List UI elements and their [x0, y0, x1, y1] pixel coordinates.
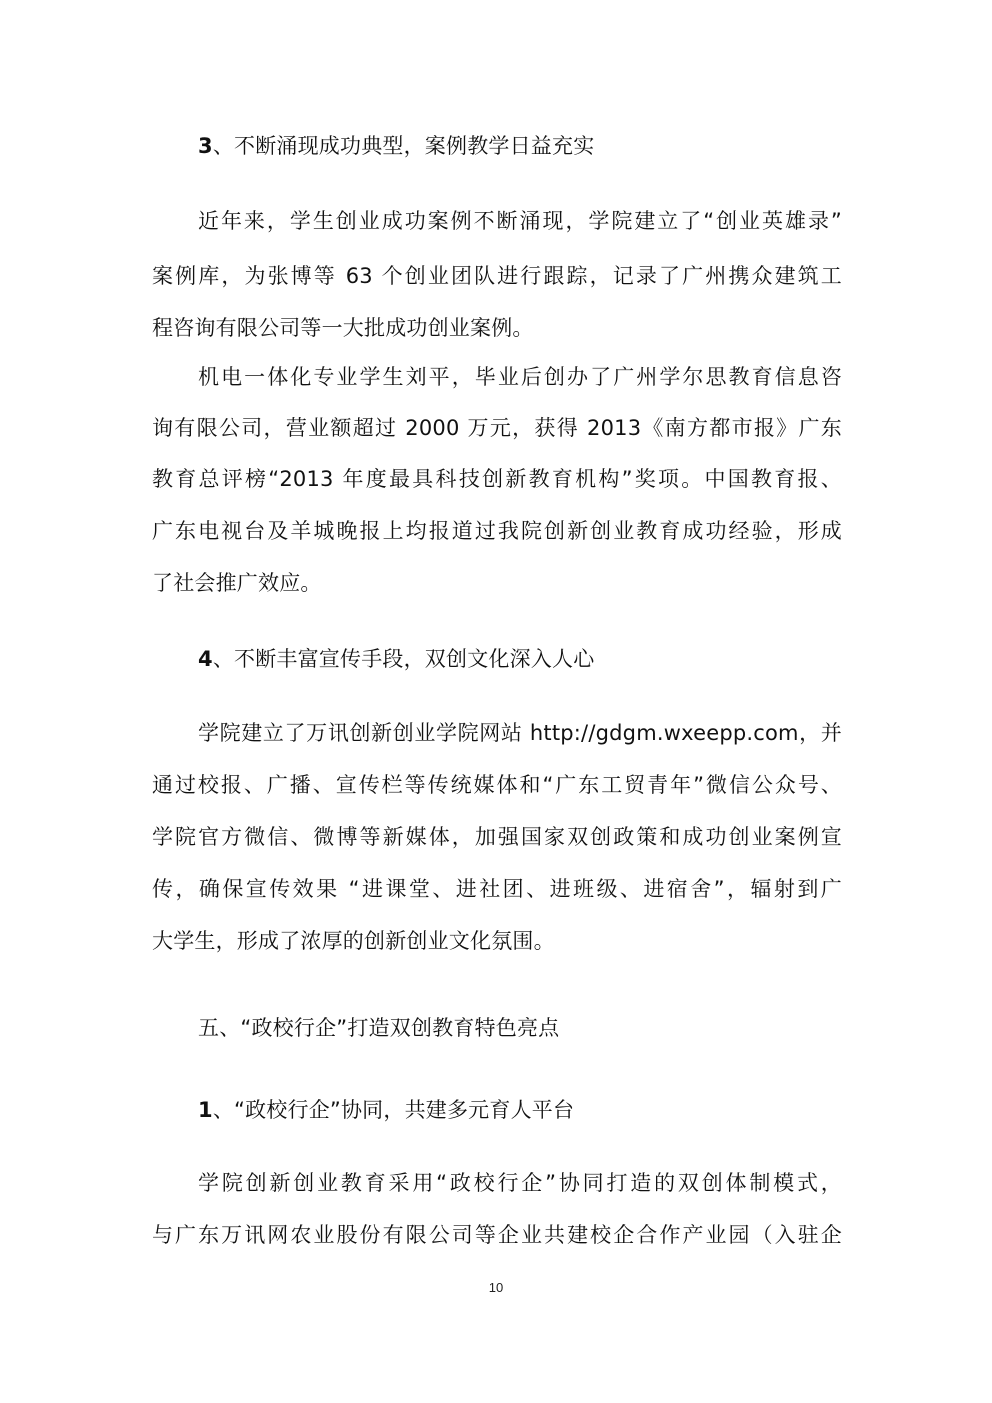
heading-3-text: 、不断涌现成功典型，案例教学日益充实: [212, 134, 595, 158]
heading-3-number: 3: [198, 134, 213, 158]
heading-3: [198, 132, 842, 160]
page-number: 10: [488, 1280, 504, 1295]
paragraph-3-line-1: 学院建立了万讯创新创业学院网站 http://gdgm.wxeepp.com，并: [198, 721, 842, 745]
paragraph-2-line-2: 询有限公司，营业额超过 2000 万元，获得 2013《南方都市报》广东: [152, 416, 842, 440]
paragraph-1-line-3: 程咨询有限公司等一大批成功创业案例。: [152, 316, 534, 340]
paragraph-1-line-1: 近年来，学生创业成功案例不断涌现，学院建立了“创业英雄录”: [198, 209, 842, 233]
heading-1: [198, 1096, 842, 1124]
paragraph-3-line-4: 传，确保宣传效果 “进课堂、进社团、进班级、进宿舍”，辐射到广: [152, 877, 842, 901]
paragraph-2-line-3: 教育总评榜“2013 年度最具科技创新教育机构”奖项。中国教育报、: [152, 467, 842, 491]
paragraph-4-line-1: 学院创新创业教育采用“政校行企”协同打造的双创体制模式，: [198, 1171, 842, 1195]
paragraph-1-line-2: 案例库，为张博等 63 个创业团队进行跟踪，记录了广州携众建筑工: [152, 264, 842, 288]
paragraph-3-line-2: 通过校报、广播、宣传栏等传统媒体和“广东工贸青年”微信公众号、: [152, 773, 842, 797]
paragraph-3-line-5: 大学生，形成了浓厚的创新创业文化氛围。: [152, 929, 555, 953]
paragraph-2-line-5: 了社会推广效应。: [152, 571, 322, 595]
paragraph-4-line-2: 与广东万讯网农业股份有限公司等企业共建校企合作产业园（入驻企: [152, 1223, 842, 1247]
paragraph-2-line-1: 机电一体化专业学生刘平，毕业后创办了广州学尔思教育信息咨: [198, 365, 842, 389]
heading-4: [198, 645, 842, 673]
heading-section-5: 五、“政校行企”打造双创教育特色亮点: [198, 1016, 560, 1040]
heading-1-text: 、“政校行企”协同，共建多元育人平台: [212, 1098, 575, 1122]
paragraph-3-line-3: 学院官方微信、微博等新媒体，加强国家双创政策和成功创业案例宣: [152, 825, 842, 849]
paragraph-2-line-4: 广东电视台及羊城晚报上均报道过我院创新创业教育成功经验，形成: [152, 519, 842, 543]
heading-1-number: 1: [198, 1098, 213, 1122]
heading-4-text: 、不断丰富宣传手段，双创文化深入人心: [212, 647, 595, 671]
heading-4-number: 4: [198, 647, 213, 671]
